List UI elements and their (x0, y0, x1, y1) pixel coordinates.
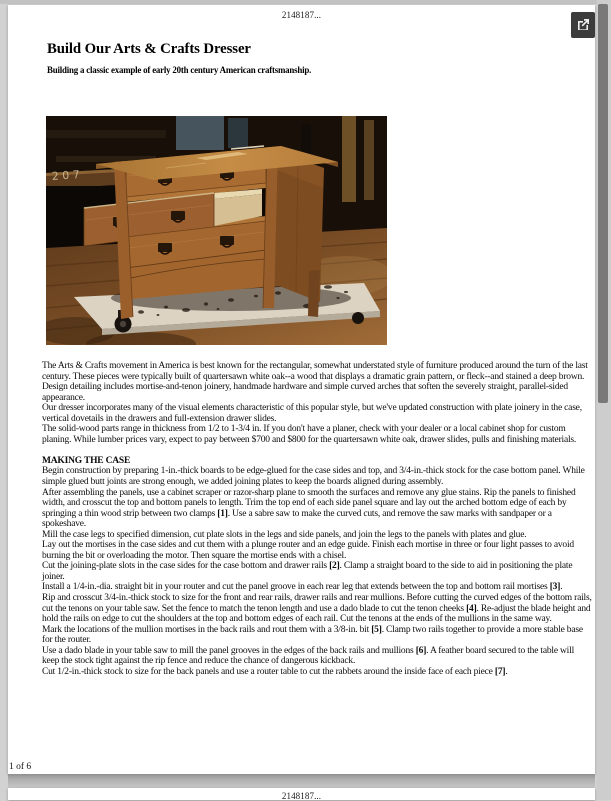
open-in-new-button[interactable] (571, 12, 595, 38)
article-body (42, 361, 592, 677)
paragraph: The Arts & Crafts movement in America is best known for the rectangular, somewhat understated style of furniture produced around the turn of the last century. These pieces were typically built of quartersawn white oak--a wood that displays a dramatic grain pattern, or fleck--and stained a deep brown. Design detailing includes mortise-and-tenon joinery, handmade hardware and simple curved arches that soften the severely straight, parallel-sided appearance. (42, 361, 588, 403)
paragraph: Cut 1/2-in.-thick stock to size for the back panels and use a router table to cut the rabbets around the inside face of each piece [7]. (42, 666, 508, 677)
paragraph: Mill the case legs to specified dimension, cut plate slots in the legs and side panels, and join the legs to the panels with plates and glue. (42, 529, 527, 540)
dresser-photo (46, 116, 387, 345)
scrollbar-track[interactable] (597, 0, 611, 800)
page-header: 2148187... (281, 791, 322, 801)
paragraph: Mark the locations of the mullion mortises in the back rails and rout them with a 3/8-in. bit [5]. Clamp two rails together to provide a more stable base for the router. (42, 624, 583, 646)
article-subtitle: Building a classic example of early 20th century American craftsmanship. (47, 65, 312, 75)
paragraph: The solid-wood parts range in thickness from 1/2 to 1-3/4 in. If you don't have a planer, check with your dealer or a local cabinet shop for custom planing. While lumber prices vary, expect to pay between $700 and $800 for the quartersawn white oak, drawer slides, pulls and finishing materials. (42, 424, 577, 445)
paragraph: Begin construction by preparing 1-in.-thick boards to be edge-glued for the case sides and top, and 3/4-in.-thick stock for the case bottom panel. While simple glued butt joints are strong enough, we added joining plates to keep the boards aligned during assembly. (42, 466, 585, 487)
making-the-case-paragraphs (42, 466, 592, 677)
paragraph: Our dresser incorporates many of the visual elements characteristic of this popular style, but we've updated construction with plate joinery in the case, vertical dovetails in the drawers and full-extension drawer slides. (42, 403, 582, 424)
viewer-top-strip (0, 0, 611, 4)
dresser-photo-illustration (46, 116, 387, 345)
paragraph: Cut the joining-plate slots in the case sides for the case bottom and drawer rails [2]. Clamp a straight board to the side to aid in positioning the plate joiner. (42, 561, 573, 582)
scrollbar-thumb[interactable] (598, 4, 608, 403)
paragraph: Install a 1/4-in.-dia. straight bit in your router and cut the panel groove in each rear leg that extends between the top and bottom rail mortises [3]. (42, 582, 563, 593)
document-page-1 (8, 5, 595, 774)
section-heading: MAKING THE CASE (42, 455, 131, 466)
paragraph: After assembling the panels, use a cabinet scraper or razor-sharp plane to smooth the surfaces and remove any glue stains. Rip the panels to finished width, and crosscut the top and bottom panels to length. Trim the top end of each side panel square and lay out the arched bottom edge of each by springing a thin wood strip between two clamps [1]. Use a sabre saw to make the curved cuts, and remove the saw marks with sandpaper or a spokeshave. (42, 487, 576, 530)
page-header: 2148187... (281, 10, 322, 20)
intro-paragraphs (42, 361, 592, 445)
svg-text:2 0 7: 2 0 7 (51, 168, 81, 183)
page-gap (8, 774, 595, 788)
page-indicator: 1 of 6 (9, 762, 32, 772)
document-page-2 (8, 788, 595, 800)
paragraph: Rip and crosscut 3/4-in.-thick stock to size for the front and rear rails, drawer rails and rear mullions. Before cutting the curved edges of the bottom rails, cut the tenons on your table saw. Set the fence to match the tenon length and use a dado blade to cut the tenon cheeks [4]. Re-adjust the blade height and hold the rails on edge to cut the shoulders at the top and bottom edges of each rail. Cut the tenons at the ends of the mullions in the same way. (42, 592, 592, 625)
paragraph: Lay out the mortises in the case sides and cut them with a plunge router and an edge guide. Finish each mortise in three or four light passes to avoid burning the bit or overloading the motor. Then square the mortise ends with a chisel. (42, 540, 574, 561)
open-in-new-icon (576, 18, 590, 32)
paragraph: Use a dado blade in your table saw to mill the panel grooves in the edges of the back rails and mullions [6]. A feather board secured to the table will keep the stock tight against the rip fence and reduce the chance of dangerous kickback. (42, 645, 575, 667)
article-title: Build Our Arts & Crafts Dresser (47, 41, 251, 57)
